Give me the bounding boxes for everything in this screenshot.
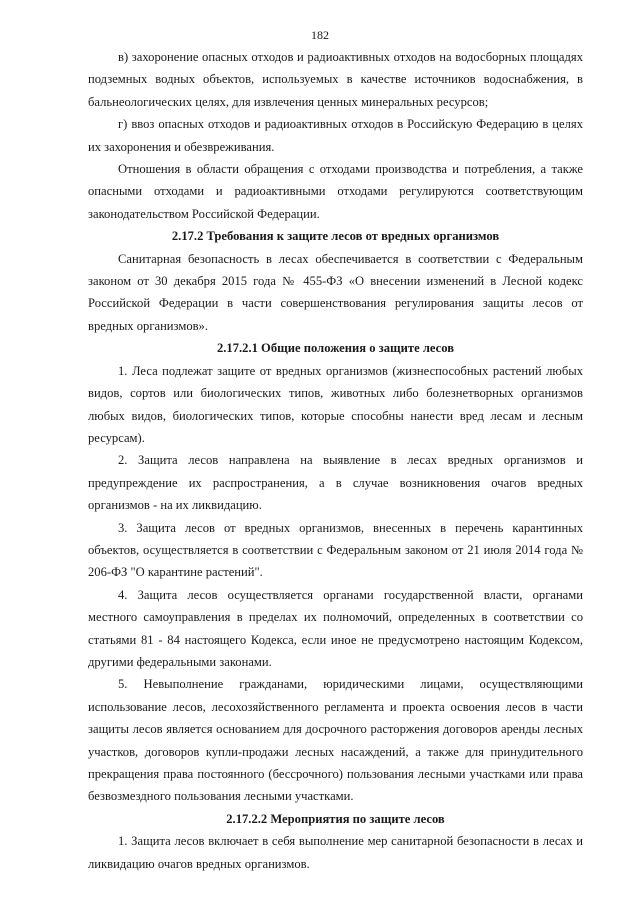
list-item-4: 4. Защита лесов осуществляется органами государственной власти, органами местного самоуправления в пределах их полномочий, определенных в соответствии со статьями 81 - 84 настоящего Кодекса, если иное не предусмотрено настоящим Кодексом, другими федеральными законами. [88,587,583,669]
section-heading-2-17-2-2: 2.17.2.2 Мероприятия по защите лесов [226,811,445,826]
paragraph-item-g: г) ввоз опасных отходов и радиоактивных отходов в Российскую Федерацию в целях их захоронения и обезвреживания. [88,117,583,154]
paragraph-item-v: в) захоронение опасных отходов и радиоактивных отходов на водосборных площадях подземных водных объектов, используемых в качестве источников водоснабжения, в бальнеологических целях, для извлечения ценных минеральных ресурсов; [88,50,583,109]
list-item-5: 5. Невыполнение гражданами, юридическими лицами, осуществляющими использование лесов, лесохозяйственного регламента и проекта освоения лесов в части защиты лесов является основанием для досрочного расторжения договоров аренды лесных участков, договоров купли-продажи лесных насаждений, а также для принудительного прекращения права постоянного (бессрочного) пользования лесными участками или права безвозмездного пользования лесными участками. [88,677,583,804]
measures-item-1: 1. Защита лесов включает в себя выполнение мер санитарной безопасности в лесах и ликвидацию очагов вредных организмов. [88,834,583,871]
section-intro-paragraph: Санитарная безопасность в лесах обеспечивается в соответствии с Федеральным законом от 30 декабря 2015 года № 455-ФЗ «О внесении изменений в Лесной кодекс Российской Федерации в части совершенствования регулирования защиты лесов от вредных организмов». [88,251,583,333]
page-number: 182 [311,28,329,42]
paragraph-waste-regulation: Отношения в области обращения с отходами производства и потребления, а также опасными отходами и радиоактивными отходами регулируются соответствующим законодательством Российской Федерации. [88,162,583,221]
list-item-1: 1. Леса подлежат защите от вредных организмов (жизнеспособных растений любых видов, сортов или биологических типов, животных либо болезнетворных организмов любых видов, биологических типов, которые способны нанести вред лесам и лесным ресурсам). [88,363,583,445]
list-item-3: 3. Защита лесов от вредных организмов, внесенных в перечень карантинных объектов, осуществляется в соответствии с Федеральным законом от 21 июля 2014 года № 206-ФЗ "О карантине растений". [88,520,583,580]
page-content [88,46,583,875]
list-item-2: 2. Защита лесов направлена на выявление в лесах вредных организмов и предупреждение их распространения, а в случае возникновения очагов вредных организмов - на их ликвидацию. [88,453,583,513]
section-heading-2-17-2: 2.17.2 Требования к защите лесов от вредных организмов [171,229,500,244]
section-heading-2-17-2-1: 2.17.2.1 Общие положения о защите лесов [216,341,455,356]
